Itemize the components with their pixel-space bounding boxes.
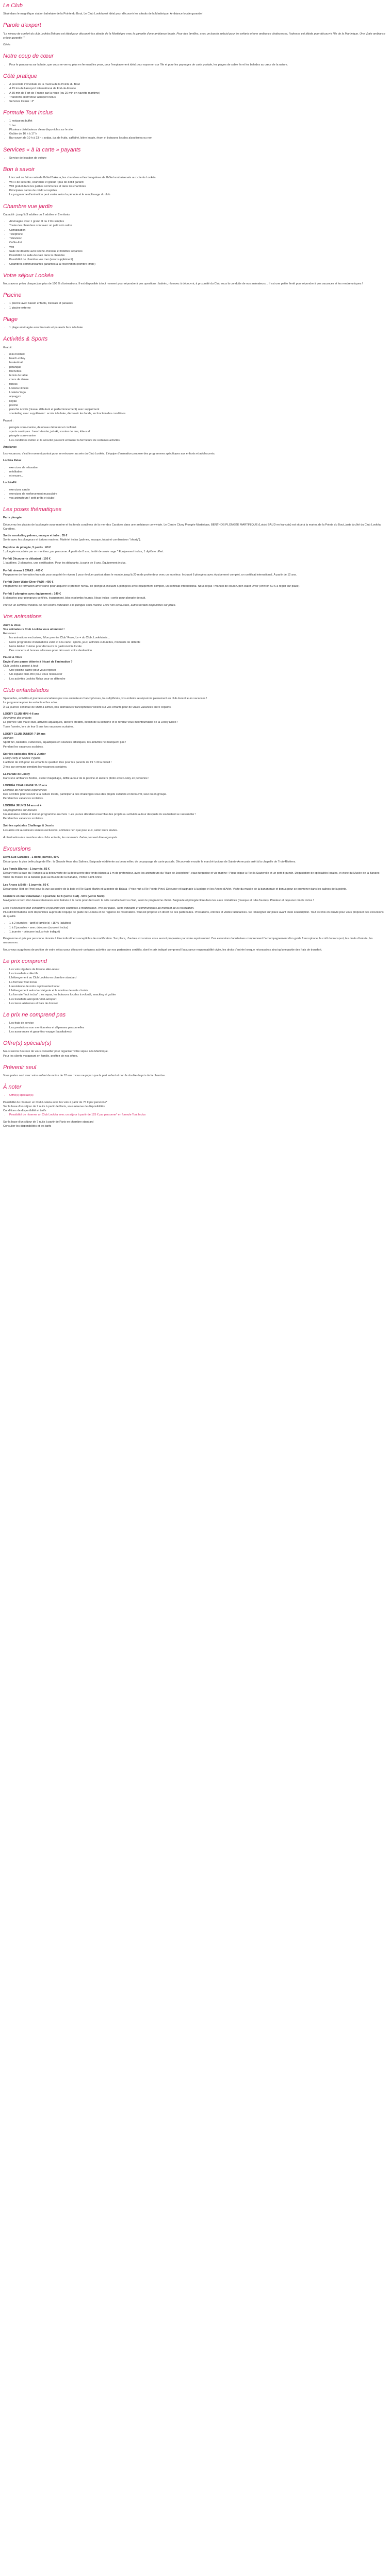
list-item: • Principales cartes de crédit acceptées [9,189,387,193]
list-item: • Les assurances et garanties voyage (facultatives) [9,1030,387,1034]
excursion-text: Départ vers la baie du François à la découverte de la découverte des fonds blancs à 1 m de profondeur, avec les animateurs du "Bain de Joséphine", eaux turquoise et vie marine ! Pique-nique à l'îlet la Sauterelle et un petit ti-punch. Dégustation de spécialités locales, et visite du Musée de la Banane. Visite du musée de la banane puis au musée de la Banane, Pointe Saint-Anne. [3,872,381,879]
list-item: • La formule "tout inclus" : les repas, les boissons locales à volonté, snacking et goûter [9,993,387,997]
list-item: • Les transferts aéroport-hôtel-aéroport [9,997,387,1002]
a-noter-list-2 [3,1113,387,1117]
list-item: • piscine [9,403,387,408]
excursions-vouchers: Nous vous suggérons de profiter de votre séjour pour découvrir certaines activités par nos partenaires certifiés, dont le prix indiqué comprend l'assurance responsabilité civile, les droits d'entrée lorsque nécessaires ainsi qu'une partie des frais de transfert. [3,948,322,952]
list-item: • Lookéa Yoga [9,391,387,395]
thematiques-intro: Découvrez les plaisirs de la plongée sous-marine et les fonds coralliens de la mer des Caraïbes dans une ambiance conviviale. Le Centre Cluny Plongée Martinique, BENTHOS PLONGÉE MARTINIQUE (Loisir/ BAUD en français) est situé à la marina de la Pointe du Bout, juste à côté du Club Lookéa Caraïbes. [3,523,381,531]
list-item: • L'hébergement selon la catégorie et le nombre de nuits choisis [9,989,387,993]
list-item: • L'assistance de notre représentant local [9,985,387,989]
list-item: • sports nautiques : beach-tender, jet-ski, scooter de mer, kite-surf [9,430,387,434]
kids-club-block [3,772,387,781]
piscine-list [3,301,387,310]
section-title-offres: Offre(s) spéciale(s) [3,1040,52,1047]
section-title-enfants: Club enfants/ados [3,687,49,693]
list-item: • vos animateurs ! petit prêts et clubs ! [9,496,387,500]
excursions-contact: Plus d'informations sont disponibles auprès de l'équipe de guide de Lookéa et de l'agence de réservation. Tout est proposé en direct de ces partenaires. Prestations, entrées et visites facultatives. Se renseigner sur place avant toute souscription. Tout est mis en œuvre pour vous proposer des excursions de qualité. [3,910,384,918]
offre-link[interactable]: • Possibilité de réserver un Club Lookéa avec un séjour à partir de 125 € par personne* en formule Tout Inclus [9,1113,387,1117]
excursions-program: Programme et prix par personne donnés à titre indicatif et susceptibles de modification. Sur place, d'autres excursions vous seront proposées par notre représentant. Ces excursions facultatives comprennent l'accompagnement d'un guide francophone, le coût du transport, les droits d'entrée, les assurances. [3,937,373,945]
list-item: • Les vols réguliers de France aller-retour [9,968,387,972]
section-title-excursions: Excursions [3,846,31,853]
kids-club-block [3,732,387,749]
fit-title: LookéaFit [3,481,17,485]
section-title-sejour: Votre séjour Lookéa [3,272,54,279]
kids-club-line: Les ados ont aussi leurs soirées exclusives, animées rien que pour eux, selon leurs envies. [3,828,118,832]
list-item: • 1 restaurant buffet [9,119,387,123]
kids-club-block [3,784,387,801]
list-item: • Wifi gratuit dans les parties communes et dans les chambres [9,184,387,189]
session-block [3,569,387,578]
session-label: Forfait 5 plongées avec équipement : 140 € [3,592,61,596]
section-title-club: Le Club [3,3,23,9]
sejour-text: Nous avons prévu chaque jour plus de 100 % d'animations. Il est disponible à tout moment pour répondre à vos questions : balnéo, réservez à découvrir, à proximité du Club sous la conduite de nos animateurs... Il est une petite fierté pour répondre à vos vacances et les rendre uniques ! [3,282,363,285]
kids-club-line: 2 fois par semaine pendant les vacances scolaires. [3,765,68,769]
section-title-activites: Activités & Sports [3,336,48,343]
list-item: • L'hébergement au Club Lookéa en chambre standard [9,976,387,980]
enfants-intro-2: Le programme pour les enfants et les ados. [3,701,58,705]
kids-club-line: L'activité de 20h pour les enfants le quartier libre pour les parents de 19 h 30 à minuit ! [3,761,112,765]
fit-list [3,488,387,501]
ambiance-title: Ambiance [3,445,17,449]
a-noter-line: Consulter les disponibilités et les tarifs [3,1124,52,1128]
list-item: • Goûter de 16 h à 17 h [9,132,387,136]
animations-question-2: Envie d'une pause détente à l'écart de l'animation ? [3,660,73,664]
excursion-block [3,867,387,880]
kids-club-line: Actif fun [3,737,13,740]
list-item: • mini-football [9,352,387,357]
list-item: • Services locaux : 3* [9,99,387,104]
list-item: • Chambres communicantes garanties à la réservation (nombre limité) [9,262,387,266]
offre-link[interactable]: • Offre(s) spéciale(s) [9,1093,387,1097]
session-text: 1 baptême, 2 plongées, une certification. Pour les débutants, à partir de 8 ans. Équipement inclus. [3,562,126,565]
list-item: • plongée sous-marine [9,434,387,438]
list-item: • Wifi [9,245,387,249]
kids-club-line: Sport fun, ballades, culturelles, aquatiques en séances artistiques, les activités ne manquent pas ! [3,741,126,744]
list-item: • Les transferts collectifs [9,972,387,976]
session-block [3,592,387,601]
kids-club-block [3,804,387,821]
section-title-thematiques: Les poses thématiques [3,506,62,513]
section-title-a-noter: À noter [3,1084,22,1091]
list-item: • exercices cardio [9,488,387,492]
list-item: • Plusieurs distributeurs d'eau disponibles sur le site [9,128,387,132]
list-item: • Service de location de voiture [9,156,387,160]
section-title-prevenir-seul: Prévenir seul [3,1064,37,1071]
kids-club-line: Pendant les vacances scolaires. [3,817,44,821]
prix-comprend-list [3,968,387,1006]
plage-list [3,326,387,330]
animations-list [3,636,387,653]
kids-club-name: LOOKY CLUB MINI 4-6 ans [3,712,39,716]
list-item: • 1 journée - déjeuner inclus (voir indiqué) [9,930,387,934]
list-item: • méditation [9,470,387,474]
relax-title: Lookéa Relax [3,459,22,463]
ambiance-text: Les vacances, c'est le moment partout pour se retrouver au sein du Club Lookéa. L'équipe d'animation propose des programmes spécifiques aux enfants et adolescents. [3,452,216,455]
section-title-prix-comprend: Le prix comprend [3,958,47,964]
list-item: • 1 à 2 journées - avec déjeuner (souvent inclus) [9,926,387,930]
list-item: • kayak [9,399,387,403]
pratique-list [3,82,387,104]
section-title-services: Services « à la carte » payants [3,146,81,153]
kids-club-name: LOOKÉA JEUN'S 14 ans et + [3,804,42,808]
a-noter-line: Sur la base d'un séjour de 7 nuits à partir de Paris, sous réserve de disponibilités [3,1105,105,1108]
relax-list [3,466,387,479]
thematiques-note: Prévoir un certificat médical de non contre-indication à la plongée sous-marine. Liste non exhaustive, autres forfaits disponibles sur place. [3,604,176,607]
club-text: Situé dans le magnifique station balnéaire de la Pointe du Bout, Le Club Lookéa est idéal pour découvrir les attraits de la Martinique. Ambiance locale garantie ! [3,12,204,16]
session-label: Baptême de plongée, 5 pavés : 60 € [3,546,51,549]
excursions-note: Liste d'excursions non exhaustive et pouvant être soumises à modification. Prix sur place. Tarifs indicatifs et communiqués au moment de la réservation. [3,906,194,910]
section-title-plage: Plage [3,316,18,323]
section-title-animations: Vos animations [3,614,42,620]
kids-club-line: Dans une ambiance festive, atelier maquillage, défilé autour de la piscine et ateliers photo avec Looky en personne ! [3,777,150,781]
excursion-label: Les Anses à Bélé - 1 journée, 60 € [3,883,49,887]
list-item: • Bar ouvert de 10 h à 23 h : sodas, jus de fruits, café/thé, bière locale, rhum et boissons locales alcoolisées ou non [9,136,387,140]
session-label: Forfait niveau 1 CMAS : 400 € [3,569,43,572]
kids-club-line: Pendant les vacances scolaires. [3,797,44,801]
list-item: • fitness [9,382,387,386]
chambre-list [3,219,387,266]
list-item: • tennis de table [9,374,387,378]
list-item: • 1 piscine avec bassin enfants, transats et parasols [9,301,387,306]
section-title-coup: Notre coup de cœur [3,53,54,60]
animations-sub: Retrouvez : [3,632,18,636]
a-noter-line: Possibilité de réserver un Club Lookéa avec les vols à partir de 75 € par personne* [3,1100,107,1104]
list-item: • Lookéa Fitness [9,386,387,391]
list-item: • plongée sous-marine, de niveau débutant et confirmé [9,426,387,430]
a-noter-list [3,1093,387,1097]
prevenir-seul-text: Vous partez seul avec votre enfant de moins de 12 ans : vous ne payez que la part enfant et non le double du prix de la chambre. [3,1074,166,1077]
expert-author: Olivia [3,43,10,47]
list-item: • A proximité immédiate de la marina de la Pointe du Bout [9,82,387,87]
kids-club-block [3,752,387,769]
kids-club-line: Au rythme des enfants [3,717,32,720]
animations-subtitle-2: Pause & Vous [3,656,22,659]
list-item: • L'accueil se fait au sein de l'hôtel Bakoua, les chambres et les bungalows de l'hôtel sont réservés aux clients Lookéa [9,176,387,180]
session-label: Forfait Découverte débutant : 150 € [3,557,51,561]
excursion-text: Navigation à bord d'un beau catamaran avec balnéo à la carte pour découvrir la côte caraïbe Nord ou Sud, selon le programme choisi. Baignade et plongée libre dans les eaux cristallines (masque et tuba fournis). Planteur et déjeuner créole inclus ! [3,899,314,903]
services-list [3,156,387,160]
activites-free-label: Gratuit : [3,346,13,349]
enfants-note: À destination des membres des clubs enfants, les moments d'ados peuvent être regroupés. [3,836,118,839]
excursion-text: Départ pour la plus belle plage de l'île : la Grande Anse des Salines. Baignade et détente au beau milieu de ce paysage de carte postale. Découverte ensuite le marché typique de Sainte-Anne puis arrêt à la chapelle de Trois-Rivières. [3,860,296,863]
excursion-block [3,855,387,864]
list-item: • Les taxes aériennes et frais de dossier [9,1002,387,1006]
a-noter-line: Conditions de disponibilité et tarifs [3,1109,46,1113]
excursion-text: Départ pour l'îlet de Pinel pour la vue au centre de la baie et l'île Saint-Martin et la pointe de Balata : Prise nuit a l'île Pointe Pinel. Déjeuner et baignade à la plage et les Anses-d'Arlet. Visite du musée de la bananeraie et bonus pour se promener dans les salines de la pointe. [3,887,347,891]
list-item: • Téléphone [9,232,387,236]
chambre-desc: Capacité : jusqu'à 3 adultes ou 2 adultes et 2 enfants [3,213,70,216]
list-item: • Notre Atelier Cuisine pour découvrir la gastronomie locale [9,645,387,649]
kids-club-line: La journée-ville via le club, activités aquatiques, ateliers créatifs, dessin de la semaine et le rendez-vous incontournable de la Looky Disco ! [3,721,178,724]
list-item: • Toutes les chambres sont avec un petit coin salon [9,224,387,228]
kids-club-block [3,712,387,729]
session-text: Programme de formation américaine pour acquérir le premier niveau de plongeur, incluant 6 plongées avec équipement complet, un certificat international. Nous reçus : manuel de cours Open water Diver (environ 60 € à régler sur place). [3,585,300,588]
list-item: • basket-ball [9,361,387,365]
kids-club-name: LOOKÉA CHALLENGE 11-13 ans [3,784,47,788]
list-item: • exercices de relaxation [9,466,387,470]
kids-club-line: Pendant les vacances scolaires. [3,745,44,749]
kids-club-block [3,824,387,833]
excursion-label: Les Fonds Blancs - 1 journée, 85 € [3,867,50,871]
list-item: • Coffre-fort [9,241,387,245]
section-title-prix-ne-comprend-pas: Le prix ne comprend pas [3,1012,66,1019]
kids-club-line: Toute l'année, lors de leur 5 ans lors vacances scolaires. [3,725,74,728]
kids-club-line: Un animateur dédié et tout un programme au choix : Les jeunes décident ensemble des projets ou activités autour desquels ils souhaitent se rassembler ! [3,812,196,816]
coup-list [3,63,387,67]
session-text: 5 plongées pour plongeurs certifiés, équipement, bloc et plombs fournis. Nous inclus : sortie pour plongée de nuit. [3,596,146,600]
list-item: • Transferts aller/retour aéroport inclus [9,95,387,99]
excursion-label: Demi-Sud Caraïbes - 1 demi-journée, 40 € [3,856,59,859]
list-item: • 1 piscine externe [9,306,387,310]
list-item: • snorkeling avec supplément : accès à la baie, découvrir les fonds, en fonction des conditions [9,412,387,416]
list-item: • Les conditions météo et la sécurité pourront entraîner la fermeture de certaines activités. [9,438,387,443]
list-item: • Une piscine calme pour vous reposer [9,668,387,672]
section-title-formule: Formule Tout Inclus [3,110,53,116]
list-item: • Salle de douche avec sèche-cheveux et toilettes séparées [9,249,387,253]
list-item: • exercices de renforcement musculaire [9,492,387,496]
session-block [3,546,387,554]
kids-club-name: La Parade de Looky [3,772,30,776]
session-text: 1 plongée encadrée par un moniteur, par personne. À partir de 8 ans, limité de seule nage * Équipement inclus, 1 diplôme offert. [3,550,164,553]
list-item: • Des concerts et bonnes adresses pour découvrir votre destination [9,649,387,653]
coup-text: • Pour le panorama sur la baie, que vous ne verrez plus en fermant les yeux, pour l'emplacement idéal pour rayonner sur l'île et pour les paysages de carte postale, les plages de sable fin et les balades au cœur de la nature. [9,63,387,67]
list-item: • A 30 min de Fort-de-France par la route (ou 20 min en navette maritime) [9,91,387,95]
session-block [3,557,387,566]
section-title-piscine: Piscine [3,292,22,299]
excursion-block [3,894,387,903]
excursion-block [3,883,387,892]
list-item: • Possibilité de salle-de-bain dans la chambre [9,253,387,258]
list-item: • Wi-Fi de sécurité, courtoisie et gratuit : pas de débit garanti [9,180,387,184]
section-title-pratique: Côté pratique [3,73,38,79]
thematiques-intro-label: Paris plongée [3,516,22,520]
session-block [3,534,387,543]
animations-sub-3: Club Lookéa a pensé à tout : [3,664,40,668]
animations-list-2 [3,668,387,681]
enfants-intro: Spectacles, activités et journées encadrées par nos animateurs francophones, tous diplômés, vos enfants se réjouiront pleinement en club durant leurs vacances ! [3,697,207,701]
list-item: • Télévision [9,236,387,241]
session-label: Sortie snorkeling palmes, masque et tuba : 35 € [3,534,68,538]
kids-club-line: Looky Party et Soirée Pyjama [3,757,41,760]
list-item: • planche à voile (niveau débutant et perfectionnement) avec supplément [9,408,387,412]
animations-question: Vos animateurs Club Lookéa vous attendent ! [3,628,65,631]
session-text: Sortie avec les plongeurs et tortues marines. Matériel inclus (palmes, masque, tuba) et combinaison "shorty"). [3,538,141,542]
kids-club-line: Un programme sur mesure [3,808,37,812]
formule-list [3,119,387,140]
list-item: • Le programme d'animation peut varier selon la période et le remplissage du club [9,193,387,197]
kids-club-name: LOOKY CLUB JUNIOR 7-10 ans [3,732,46,736]
session-label: Forfait Open Water Diver PADI : 495 € [3,581,54,584]
section-title-chambre: Chambre vue jardin [3,203,53,210]
activites-free-list [3,352,387,416]
page-content [0,0,391,1131]
activites-paid-label: Payant : [3,419,14,422]
list-item: • les animations exclusives, 'Mon premier Club' Rose, Le + du Club, Lookéa'mix... [9,636,387,640]
list-item: • 1 plage aménagée avec transats et parasols face à la baie [9,326,387,330]
section-title-bon-a-savoir: Bon à savoir [3,166,35,173]
list-item: • Climatisation [9,228,387,232]
offres-text: Nous serons heureux de vous conseiller pour organiser votre séjour à la Martinique. [3,1050,109,1054]
bon-a-savoir-list [3,176,387,197]
excursion-label: Croisière en mer catamaran : 1 journée, 60 € (vente Sud) - 50 € (vente Nord) [3,895,105,898]
prix-ne-comprend-pas-list [3,1021,387,1034]
list-item: • Un espace bien-être pour vous ressourcer [9,672,387,676]
session-text: Programme de formation français pour acquérir le niveau 1 pour évoluer partout dans le monde jusqu'à 20 m de profondeur avec un moniteur. Incluant 6 plongées avec équipement complet, un certificat international. À partir de 12 ans. [3,573,297,577]
list-item: • Les activités Lookéa Relax pour se détendre [9,677,387,681]
expert-quote: "Le niveau de confort du club Lookéa Bakoua est idéal pour découvrir les attraits de la Martinique avec la garantie d'une ambiance locale. Pour des familles, avec un bassin spécial pour les enfants et une ambiance chaleureuse, l'adresse est idéale pour découvrir l'île de la Martinique. Une Vraie ambiance créole garantie !" [3,32,385,40]
list-item: • Possibilité de chambre vue mer (avec supplément) [9,258,387,262]
list-item: • Notre programme d'animations varié et à la carte : sports, jeux, activités culturelles, moments de détente [9,640,387,645]
enfants-intro-3: À La journée continue de 9h30 à 18h00, nos animateurs francophones veillent sur vos enfants pour de vraies vacances entre copains. [3,705,172,709]
excursions-detail-list [3,921,387,934]
list-item: • fléchettes [9,369,387,374]
a-noter-line: Sur la base d'un séjour de 7 nuits à partir de Paris en chambre standard [3,1120,94,1124]
list-item: • beach-volley [9,357,387,361]
list-item: • pétanque [9,365,387,369]
list-item: • et encore... [9,474,387,478]
kids-club-name: Soirées spéciales Mini & Junior [3,752,46,756]
animations-subtitle: Anim & Vous [3,623,21,627]
kids-club-line: Exercice de nouvelles expériences [3,788,47,792]
session-block [3,580,387,589]
offres-note: Pour les clients voyageant en famille, profitez de nos offres. [3,1054,78,1058]
kids-club-name: Soirées spéciales Challenge & Jeun's [3,824,54,828]
list-item: • cours de danse [9,378,387,382]
list-item: • Aménagée avec 1 grand lit ou 2 lits simples [9,219,387,224]
list-item: • Les frais de service [9,1021,387,1025]
section-title-expert: Parole d'expert [3,22,41,29]
list-item: • 1 à 2 journées - tarif(s) famille(s) : 15 % (adultes) [9,921,387,925]
list-item: • A 15 km de l'aéroport international de Fort-de-France [9,87,387,91]
list-item: • Les prestations non mentionnées et dépenses personnelles [9,1026,387,1030]
kids-club-line: Des activités pour s'ouvrir à la culture locale, participer à des challenges sous des projets culturels et découvrir, seul ou en groupe. [3,792,167,796]
list-item: • aquagym [9,395,387,399]
activites-paid-list [3,426,387,443]
list-item: • La formule Tout Inclus [9,980,387,985]
list-item: • 1 bar [9,124,387,128]
